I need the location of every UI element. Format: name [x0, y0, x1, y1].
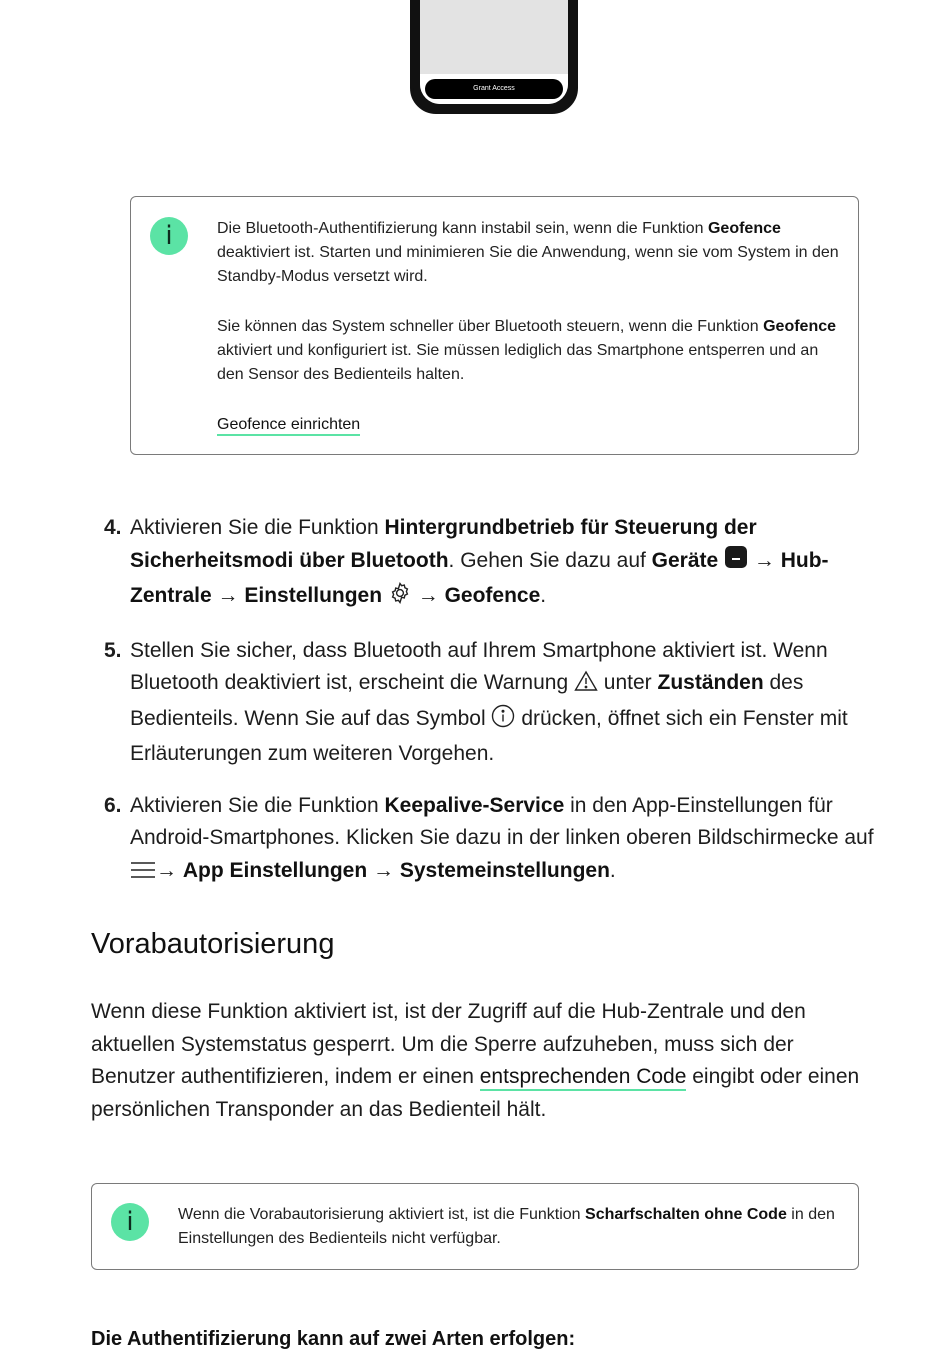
- section-title: Vorabautorisierung: [91, 928, 335, 960]
- note-link-row: [217, 413, 842, 437]
- note-body: [178, 1203, 838, 1251]
- step-number: 5.: [104, 638, 122, 662]
- step-number: 6.: [104, 793, 122, 817]
- step-6: 6. Aktivieren Sie die Funktion Keepalive-Service in den App-Einstellungen für Android-Smartphones. Klicken Sie dazu in der linken oberen Bildschirmecke auf → App Einstellungen → Systemeinstellungen.: [104, 790, 884, 891]
- info-icon: i: [150, 217, 188, 255]
- steps-list: [104, 512, 884, 909]
- step-number: 4.: [104, 516, 122, 539]
- info-icon: i: [111, 1203, 149, 1241]
- section-paragraph: Wenn diese Funktion aktiviert ist, ist der Zugriff auf die Hub-Zentrale und den aktuellen Systemstatus gesperrt. Um die Sperre aufzuheben, muss sich der Benutzer authentifizieren, indem er einen entsprechenden Code eingibt oder einen persönlichen Transponder an das Bedienteil hält.: [91, 1000, 860, 1121]
- step-4: 4. Aktivieren Sie die Funktion Hintergrundbetrieb für Steuerung der Sicherheitsmodi über Bluetooth. Gehen Sie dazu auf Geräte → Hub-Zentrale → Einstellungen → Geofence.: [104, 512, 884, 616]
- grant-access-button[interactable]: Grant Access: [425, 79, 563, 99]
- phone-screen: [420, 0, 568, 104]
- phone-button-area: [420, 74, 568, 104]
- note-paragraph-1: Die Bluetooth-Authentifizierung kann instabil sein, wenn die Funktion Geofence deaktiviert ist. Starten und minimieren Sie die Anwendung, wenn sie vom System in den Standby-Modus versetzt wird.: [217, 220, 839, 285]
- step-5: 5. Stellen Sie sicher, dass Bluetooth auf Ihrem Smartphone aktiviert ist. Wenn Bluetooth deaktiviert ist, erscheint die Warnung unter Zuständen des Bedienteils. Wenn Sie auf das Symbol drücken, öffnet sich ein Fenster mit Erläuterungen zum weiteren Vorgehen.: [104, 635, 884, 771]
- note-body: [217, 217, 842, 437]
- info-circle-icon: [491, 704, 515, 739]
- gear-icon: [388, 581, 412, 616]
- note-paragraph: Wenn die Vorabautorisierung aktiviert ist, ist die Funktion Scharfschalten ohne Code in den Einstellungen des Bedienteils nicht verfügbar.: [178, 1206, 835, 1247]
- devices-icon: [724, 546, 748, 581]
- hamburger-menu-icon: [130, 858, 156, 891]
- info-note-preauth: [91, 1183, 859, 1270]
- info-note-bluetooth: [130, 196, 859, 455]
- note-paragraph-2: Sie können das System schneller über Bluetooth steuern, wenn die Funktion Geofence aktiviert und konfiguriert ist. Sie müssen lediglich das Smartphone entsperren und an den Sensor des Bedienteils halten.: [217, 318, 837, 383]
- authentication-heading: Die Authentifizierung kann auf zwei Arten erfolgen:: [91, 1328, 576, 1350]
- geofence-setup-link[interactable]: Geofence einrichten: [217, 416, 360, 436]
- phone-mockup: [410, 0, 578, 114]
- warning-icon: [574, 670, 598, 703]
- code-link[interactable]: entsprechenden Code: [480, 1065, 687, 1091]
